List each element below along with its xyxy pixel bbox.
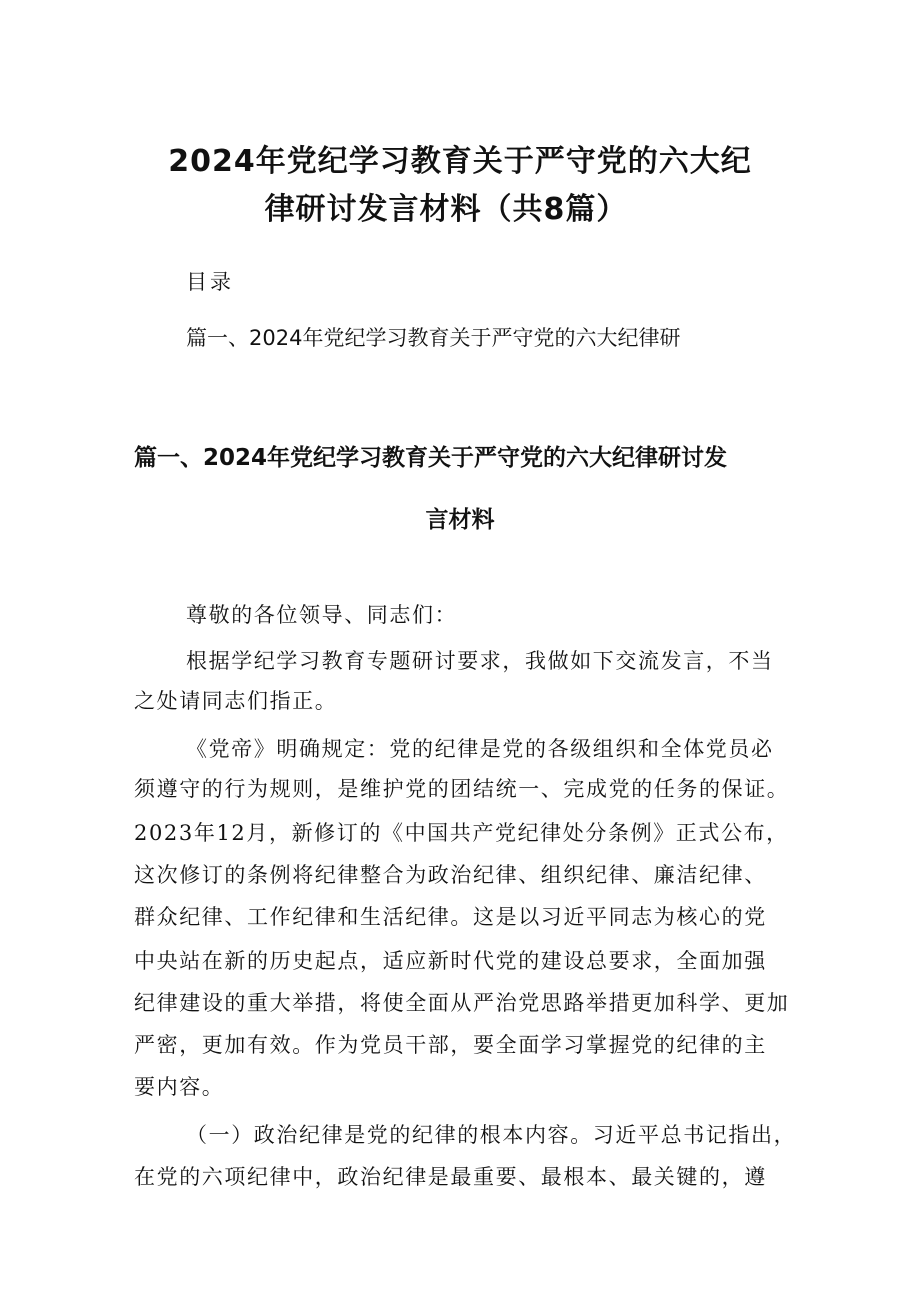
body-line: 要内容。	[134, 1075, 225, 1099]
body-line: 须遵守的行为规则，是维护党的团结统一、完成党的任务的保证。	[134, 777, 790, 801]
body-line: 尊敬的各位领导、同志们：	[186, 603, 458, 627]
body-line: （一）政治纪律是党的纪律的根本内容。习近平总书记指出，	[186, 1123, 797, 1147]
toc-item-1[interactable]: 篇一、2024年党纪学习教育关于严守党的六大纪律研	[186, 326, 681, 350]
document-title-line-2: 律研讨发言材料（共8篇）	[264, 192, 628, 227]
body-line: 之处请同志们指正。	[134, 689, 338, 713]
body-line: 群众纪律、工作纪律和生活纪律。这是以习近平同志为核心的党	[134, 905, 767, 929]
body-line: 纪律建设的重大举措，将使全面从严治党思路举措更加科学、更加	[134, 991, 790, 1015]
section-heading-line-2: 言材料	[425, 507, 495, 533]
body-line: 这次修订的条例将纪律整合为政治纪律、组织纪律、廉洁纪律、	[134, 863, 767, 887]
toc-label: 目录	[186, 270, 234, 294]
body-line: 在党的六项纪律中，政治纪律是最重要、最根本、最关键的，遵	[134, 1165, 767, 1189]
section-heading-line-1: 篇一、2024年党纪学习教育关于严守党的六大纪律研讨发	[134, 445, 728, 471]
body-line: 严密，更加有效。作为党员干部，要全面学习掌握党的纪律的主	[134, 1033, 767, 1057]
body-line: 中央站在新的历史起点，适应新时代党的建设总要求，全面加强	[134, 949, 767, 973]
document-title-line-1: 2024年党纪学习教育关于严守党的六大纪	[168, 144, 752, 179]
body-line: 根据学纪学习教育专题研讨要求，我做如下交流发言，不当	[186, 649, 774, 673]
body-line: 《党帝》明确规定：党的纪律是党的各级组织和全体党员必	[186, 737, 774, 761]
body-line: 2023年12月，新修订的《中国共产党纪律处分条例》正式公布，	[134, 821, 789, 845]
